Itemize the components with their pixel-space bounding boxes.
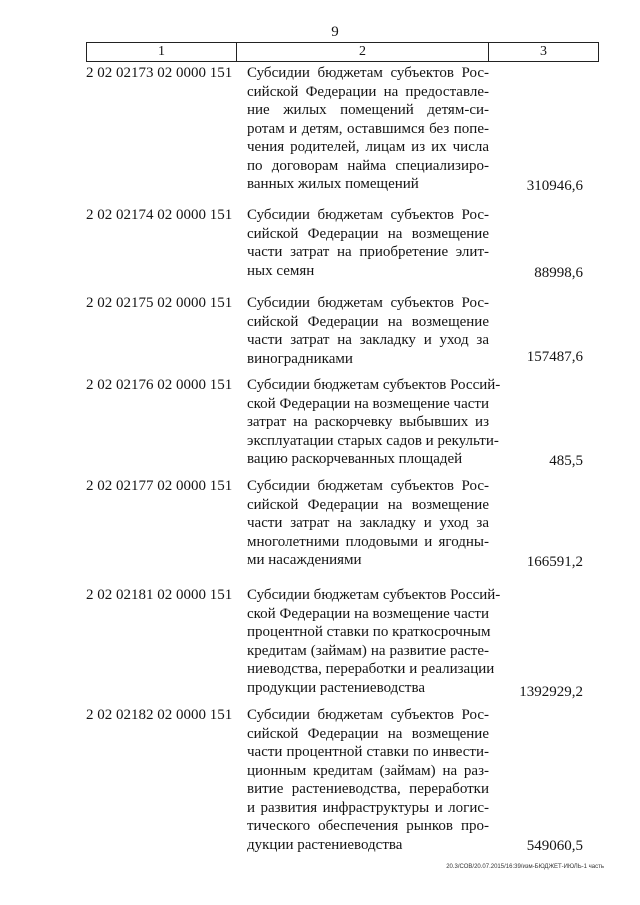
description-line: процентной ставки по краткосрочным <box>247 624 491 640</box>
description-line: Субсидии бюджетам субъектов Рос- <box>247 65 489 81</box>
table-row <box>0 477 640 586</box>
row-amount: 549060,5 <box>526 838 583 854</box>
description-line: ской Федерации на возмещение части <box>247 605 489 622</box>
row-code: 2 02 02175 02 0000 151 <box>86 295 233 311</box>
row-code: 2 02 02177 02 0000 151 <box>86 478 233 494</box>
description-line: части затрат на приобретение элит- <box>247 244 489 260</box>
row-amount: 310946,6 <box>526 178 583 194</box>
table-row <box>0 64 640 206</box>
description-line: Субсидии бюджетам субъектов Рос- <box>247 478 489 494</box>
row-description <box>247 206 489 280</box>
table-row <box>0 706 640 866</box>
description-line: ми насаждениями <box>247 552 362 568</box>
description-line: ротам и детям, оставшимся без попе- <box>247 120 489 137</box>
row-amount: 1392929,2 <box>519 684 583 700</box>
row-amount: 88998,6 <box>534 265 583 281</box>
row-code: 2 02 02174 02 0000 151 <box>86 207 233 223</box>
row-description <box>247 477 489 570</box>
row-code: 2 02 02181 02 0000 151 <box>86 587 233 603</box>
description-line: части процентной ставки по инвести- <box>247 744 489 760</box>
row-code: 2 02 02182 02 0000 151 <box>86 707 233 723</box>
description-line: чения родителей, лицам из их числа <box>247 139 489 155</box>
row-description <box>247 706 489 854</box>
row-amount: 166591,2 <box>526 554 583 570</box>
description-line: сийской Федерации на возмещение <box>247 496 489 513</box>
footer-note: 20.3/СОВ/20.07.2015/16:39/изм-БЮДЖЕТ-ИЮЛЬ-1 часть <box>446 864 604 870</box>
row-description <box>247 64 489 194</box>
table-row <box>0 376 640 477</box>
table-header <box>86 42 599 62</box>
row-amount: 485,5 <box>549 453 583 469</box>
row-code: 2 02 02176 02 0000 151 <box>86 377 233 393</box>
description-line: затрат на раскорчевку выбывших из <box>247 414 489 430</box>
description-line: части затрат на закладку и уход за <box>247 515 489 531</box>
description-line: Субсидии бюджетам субъектов Рос- <box>247 707 489 723</box>
description-line: по договорам найма специализиро- <box>247 157 489 174</box>
description-line: ние жилых помещений детям-си- <box>247 102 489 118</box>
row-description <box>247 586 501 697</box>
description-line: ционным кредитам (займам) на раз- <box>247 762 489 779</box>
description-line: части затрат на закладку и уход за <box>247 332 489 348</box>
row-description <box>247 376 501 469</box>
description-line: ных семян <box>247 262 315 279</box>
description-line: сийской Федерации на возмещение <box>247 225 489 242</box>
description-line: эксплуатации старых садов и рекульти- <box>247 432 499 449</box>
header-col-1: 1 <box>87 43 237 61</box>
description-line: сийской Федерации на возмещение <box>247 725 489 742</box>
description-line: Субсидии бюджетам субъектов Рос- <box>247 207 489 223</box>
description-line: Субсидии бюджетам субъектов Россий- <box>247 587 501 603</box>
description-line: кредитам (займам) на развитие расте- <box>247 642 489 659</box>
budget-rows <box>0 64 640 866</box>
description-line: многолетними плодовыми и ягодны- <box>247 533 489 550</box>
table-row <box>0 206 640 294</box>
row-description <box>247 294 489 368</box>
description-line: Субсидии бюджетам субъектов Рос- <box>247 295 489 311</box>
description-line: витие растениеводства, переработки <box>247 781 489 797</box>
row-amount: 157487,6 <box>526 349 583 365</box>
table-row <box>0 586 640 706</box>
description-line: продукции растениеводства <box>247 679 426 696</box>
page-number: 9 <box>331 24 339 40</box>
description-line: ниеводства, переработки и реализации <box>247 661 495 677</box>
description-line: виноградниками <box>247 350 353 367</box>
description-line: сийской Федерации на предоставле- <box>247 83 489 100</box>
description-line: вацию раскорчеванных площадей <box>247 451 463 467</box>
header-col-2: 2 <box>237 43 489 61</box>
header-col-3: 3 <box>540 44 547 59</box>
description-line: дукции растениеводства <box>247 836 403 853</box>
description-line: ской Федерации на возмещение части <box>247 395 489 412</box>
row-code: 2 02 02173 02 0000 151 <box>86 65 233 81</box>
description-line: ванных жилых помещений <box>247 176 419 192</box>
description-line: сийской Федерации на возмещение <box>247 313 489 330</box>
description-line: и развития инфраструктуры и логис- <box>247 799 489 816</box>
table-row <box>0 294 640 376</box>
description-line: тического обеспечения рынков про- <box>247 818 489 834</box>
description-line: Субсидии бюджетам субъектов Россий- <box>247 377 501 393</box>
